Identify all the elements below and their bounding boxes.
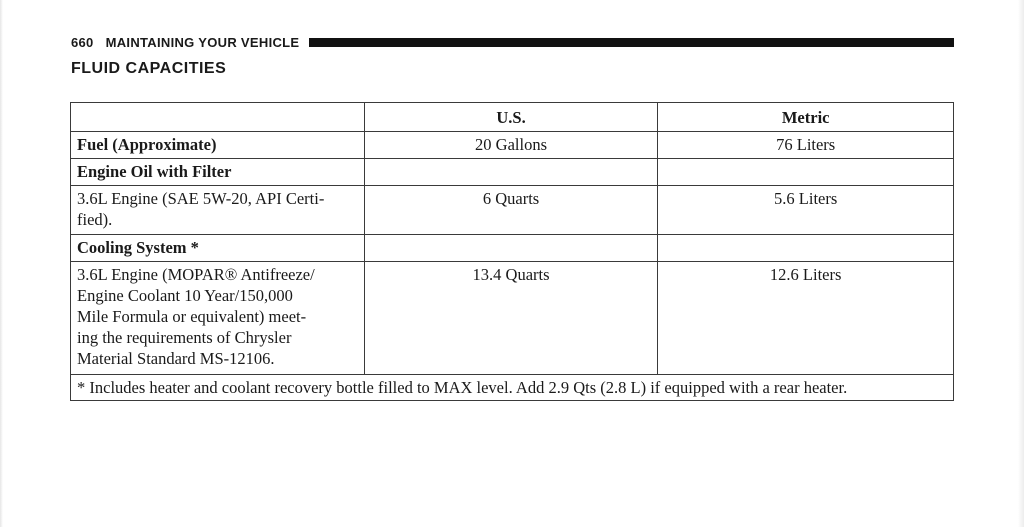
table-row	[71, 235, 954, 262]
running-header	[71, 34, 954, 50]
row-metric-value: 5.6 Liters	[658, 186, 954, 235]
row-metric-value	[658, 159, 954, 186]
footnote-row	[71, 375, 954, 401]
row-item: Cooling System *	[71, 235, 365, 262]
row-item: Engine Oil with Filter	[71, 159, 365, 186]
table-header-row	[71, 103, 954, 132]
row-us-value	[364, 235, 658, 262]
column-header-item	[71, 103, 365, 132]
fluid-capacities-table	[70, 102, 954, 401]
page-edge	[0, 0, 3, 527]
table-footnote: * Includes heater and coolant recovery bottle filled to MAX level. Add 2.9 Qts (2.8 L) if equipped with a rear heater.	[71, 375, 954, 401]
section-title: FLUID CAPACITIES	[71, 60, 227, 77]
row-us-value: 13.4 Quarts	[364, 262, 658, 375]
row-item: Fuel (Approximate)	[71, 132, 365, 159]
row-metric-value	[658, 235, 954, 262]
row-item: 3.6L Engine (SAE 5W-20, API Certi- fied).	[71, 186, 365, 235]
running-title: MAINTAINING YOUR VEHICLE	[105, 34, 300, 50]
row-item: 3.6L Engine (MOPAR® Antifreeze/ Engine Coolant 10 Year/150,000 Mile Formula or equivalent) meet- ing the requirements of Chrysler Material Standard MS-12106.	[71, 262, 365, 375]
row-us-value	[364, 159, 658, 186]
row-us-value: 6 Quarts	[364, 186, 658, 235]
column-header-metric: Metric	[658, 103, 954, 132]
page-edge	[1018, 0, 1024, 527]
table-row	[71, 159, 954, 186]
table-row	[71, 132, 954, 159]
table-row	[71, 262, 954, 375]
row-metric-value: 12.6 Liters	[658, 262, 954, 375]
header-rule	[309, 38, 954, 47]
table-row	[71, 186, 954, 235]
column-header-us: U.S.	[364, 103, 658, 132]
row-metric-value: 76 Liters	[658, 132, 954, 159]
row-us-value: 20 Gallons	[364, 132, 658, 159]
page-number: 660	[71, 34, 94, 50]
